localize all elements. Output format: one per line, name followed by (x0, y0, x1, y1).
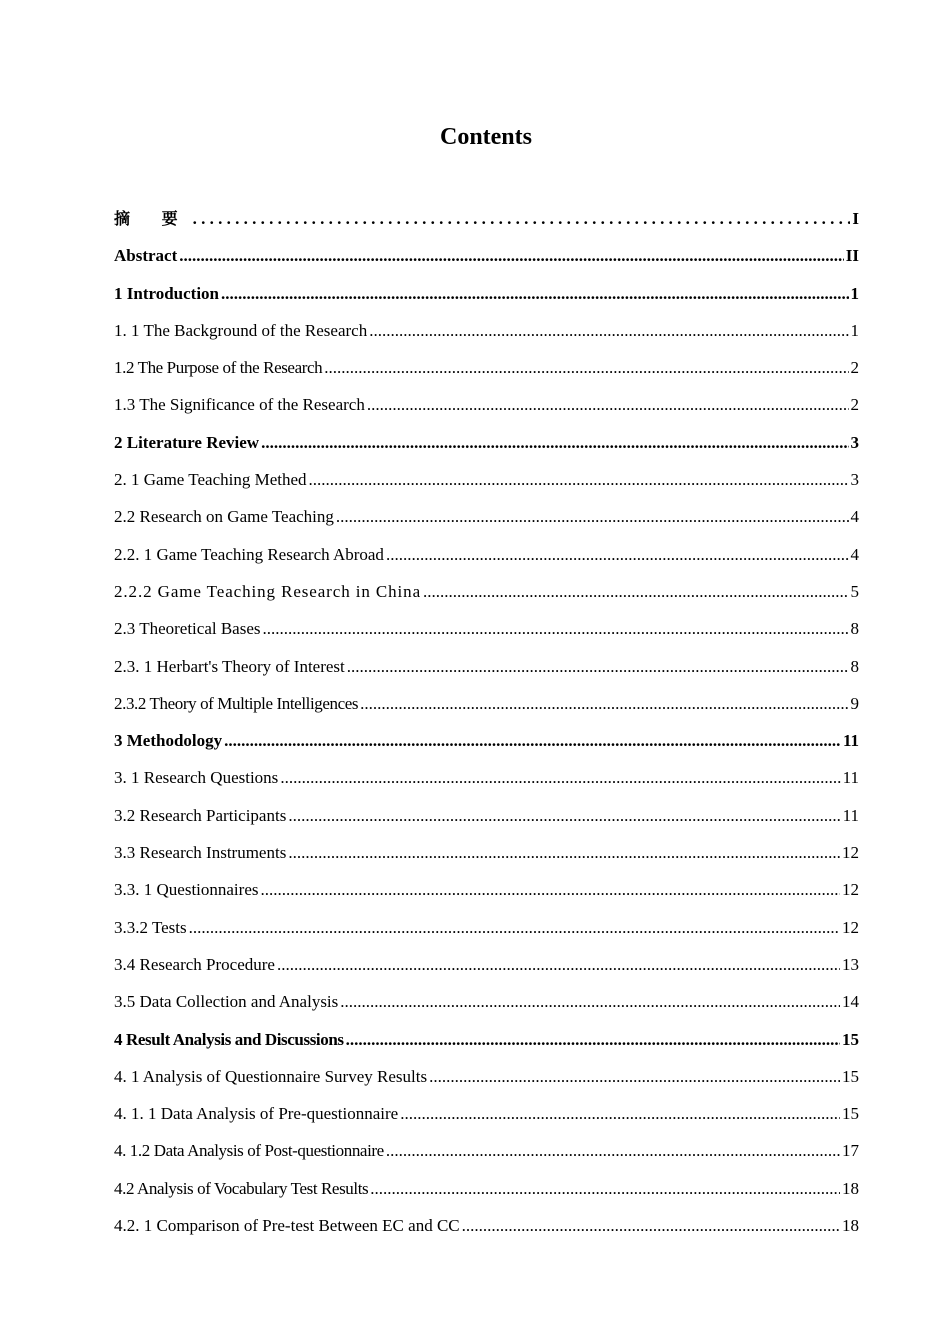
toc-entry-page-number: 11 (842, 768, 859, 788)
toc-entry-title: 4.2 Analysis of Vocabulary Test Results (114, 1178, 369, 1198)
page-title: Contents (439, 124, 532, 150)
dot-leader (423, 573, 848, 610)
toc-entry-page-number: 9 (850, 693, 859, 713)
toc-entry[interactable] (114, 983, 859, 1020)
toc-entry-page-number: 3 (850, 432, 859, 452)
toc-entry-title: 4. 1.2 Data Analysis of Post-questionnaire (114, 1141, 384, 1161)
toc-entry[interactable] (114, 200, 859, 237)
toc-entry[interactable] (114, 722, 859, 759)
dot-leader (340, 983, 840, 1020)
dot-leader (367, 386, 849, 423)
toc-entry-title: 3 Methodology (114, 731, 223, 751)
toc-entry[interactable] (114, 685, 859, 722)
toc-entry-page-number: 18 (842, 1216, 859, 1236)
toc-entry-title: 2.2 Research on Game Teaching (114, 507, 334, 527)
toc-entry[interactable] (114, 834, 859, 871)
toc-entry[interactable] (114, 1207, 859, 1244)
toc-entry-page-number: 3 (850, 470, 859, 490)
dot-leader (261, 424, 848, 461)
toc-entry-page-number: 4 (850, 507, 859, 527)
toc-entry[interactable] (114, 871, 859, 908)
toc-entry-page-number: 2 (850, 358, 859, 378)
dot-leader (386, 1132, 840, 1169)
toc-entry-page-number: 12 (842, 917, 859, 937)
toc-entry-title: 4. 1 Analysis of Questionnaire Survey Results (114, 1066, 428, 1086)
toc-entry-title: 1.3 The Significance of the Research (114, 395, 365, 415)
toc-entry[interactable] (114, 610, 859, 647)
dot-leader (309, 461, 849, 498)
toc-entry-title: 3.3 Research Instruments (114, 843, 287, 863)
toc-entry-title: 3.3.2 Tests (114, 917, 187, 937)
toc-entry[interactable] (114, 797, 859, 834)
toc-entry[interactable] (114, 386, 859, 423)
toc-entry[interactable] (114, 312, 859, 349)
toc-entry-page-number: 11 (842, 731, 859, 751)
toc-entry-title: 3.2 Research Participants (114, 805, 287, 825)
dot-leader (288, 797, 840, 834)
toc-entry-title: 1. 1 The Background of the Research (114, 320, 368, 340)
dot-leader (263, 610, 849, 647)
toc-entry-title: 4 Result Analysis and Discussions (114, 1029, 344, 1049)
dot-leader (386, 536, 849, 573)
toc-entry-title: Abstract (114, 246, 178, 266)
toc-entry[interactable] (114, 648, 859, 685)
toc-entry[interactable] (114, 275, 859, 312)
toc-entry[interactable] (114, 1058, 859, 1095)
dot-leader (221, 275, 848, 312)
dot-leader (400, 1095, 840, 1132)
toc-entry-title: 4.2. 1 Comparison of Pre-test Between EC and CC (114, 1216, 460, 1236)
toc-entry-title: 2. 1 Game Teaching Methed (114, 470, 307, 490)
toc-entry-page-number: 12 (842, 880, 859, 900)
dot-leader (370, 1170, 840, 1207)
toc-entry[interactable] (114, 461, 859, 498)
toc-entry-page-number: 5 (850, 581, 859, 601)
toc-entry[interactable] (114, 237, 859, 274)
dot-leader (369, 312, 848, 349)
dot-leader (193, 200, 851, 237)
toc-entry-title: 4. 1. 1 Data Analysis of Pre-questionnaire (114, 1104, 399, 1124)
table-of-contents (114, 200, 859, 1244)
dot-leader (347, 648, 849, 685)
toc-entry-title: 3.4 Research Procedure (114, 954, 275, 974)
toc-entry-page-number: 18 (842, 1178, 859, 1198)
dot-leader (288, 834, 840, 871)
toc-entry[interactable] (114, 1095, 859, 1132)
toc-entry-page-number: I (852, 209, 859, 228)
toc-entry-page-number: 2 (850, 395, 859, 415)
toc-entry[interactable] (114, 1132, 859, 1169)
toc-entry-page-number: 8 (850, 619, 859, 639)
toc-entry[interactable] (114, 424, 859, 461)
toc-entry-title: 2.2. 1 Game Teaching Research Abroad (114, 544, 384, 564)
toc-entry-title: 3.3. 1 Questionnaires (114, 880, 259, 900)
dot-leader (280, 759, 840, 796)
dot-leader (346, 1021, 840, 1058)
toc-entry-page-number: 13 (842, 954, 859, 974)
dot-leader (277, 946, 840, 983)
dot-leader (224, 722, 841, 759)
toc-entry-page-number: 8 (850, 656, 859, 676)
dot-leader (189, 909, 840, 946)
toc-entry-page-number: 11 (842, 805, 859, 825)
toc-entry-title: 2.3. 1 Herbart's Theory of Interest (114, 656, 345, 676)
toc-entry-page-number: 15 (842, 1104, 859, 1124)
dot-leader (179, 237, 844, 274)
toc-entry-title: 1 Introduction (114, 283, 220, 303)
toc-entry-page-number: 12 (842, 843, 859, 863)
toc-entry-title: 2.2.2 Game Teaching Research in China (114, 581, 422, 601)
toc-entry[interactable] (114, 1021, 859, 1058)
toc-entry-title: 2.3.2 Theory of Multiple Intelligences (114, 693, 359, 713)
toc-entry-title: 3. 1 Research Questions (114, 768, 279, 788)
toc-entry[interactable] (114, 349, 859, 386)
toc-entry[interactable] (114, 498, 859, 535)
dot-leader (429, 1058, 840, 1095)
toc-entry-title: 2 Literature Review (114, 432, 260, 452)
toc-entry-page-number: 1 (850, 320, 859, 340)
toc-entry-page-number: II (845, 246, 859, 266)
dot-leader (260, 871, 840, 908)
toc-entry-title: 摘 要 (114, 209, 191, 228)
toc-entry-page-number: 14 (842, 992, 859, 1012)
toc-entry[interactable] (114, 946, 859, 983)
toc-entry-title: 3.5 Data Collection and Analysis (114, 992, 339, 1012)
dot-leader (360, 685, 848, 722)
toc-entry-title: 2.3 Theoretical Bases (114, 619, 261, 639)
toc-entry-title: 1.2 The Purpose of the Research (114, 358, 323, 378)
toc-entry-page-number: 4 (850, 544, 859, 564)
toc-entry-page-number: 17 (842, 1141, 859, 1161)
toc-entry[interactable] (114, 1170, 859, 1207)
toc-entry[interactable] (114, 536, 859, 573)
toc-entry[interactable] (114, 573, 859, 610)
toc-entry[interactable] (114, 759, 859, 796)
dot-leader (324, 349, 848, 386)
dot-leader (462, 1207, 840, 1244)
dot-leader (336, 498, 849, 535)
toc-entry[interactable] (114, 909, 859, 946)
toc-entry-page-number: 15 (842, 1029, 859, 1049)
toc-entry-page-number: 15 (842, 1066, 859, 1086)
toc-entry-page-number: 1 (850, 283, 859, 303)
